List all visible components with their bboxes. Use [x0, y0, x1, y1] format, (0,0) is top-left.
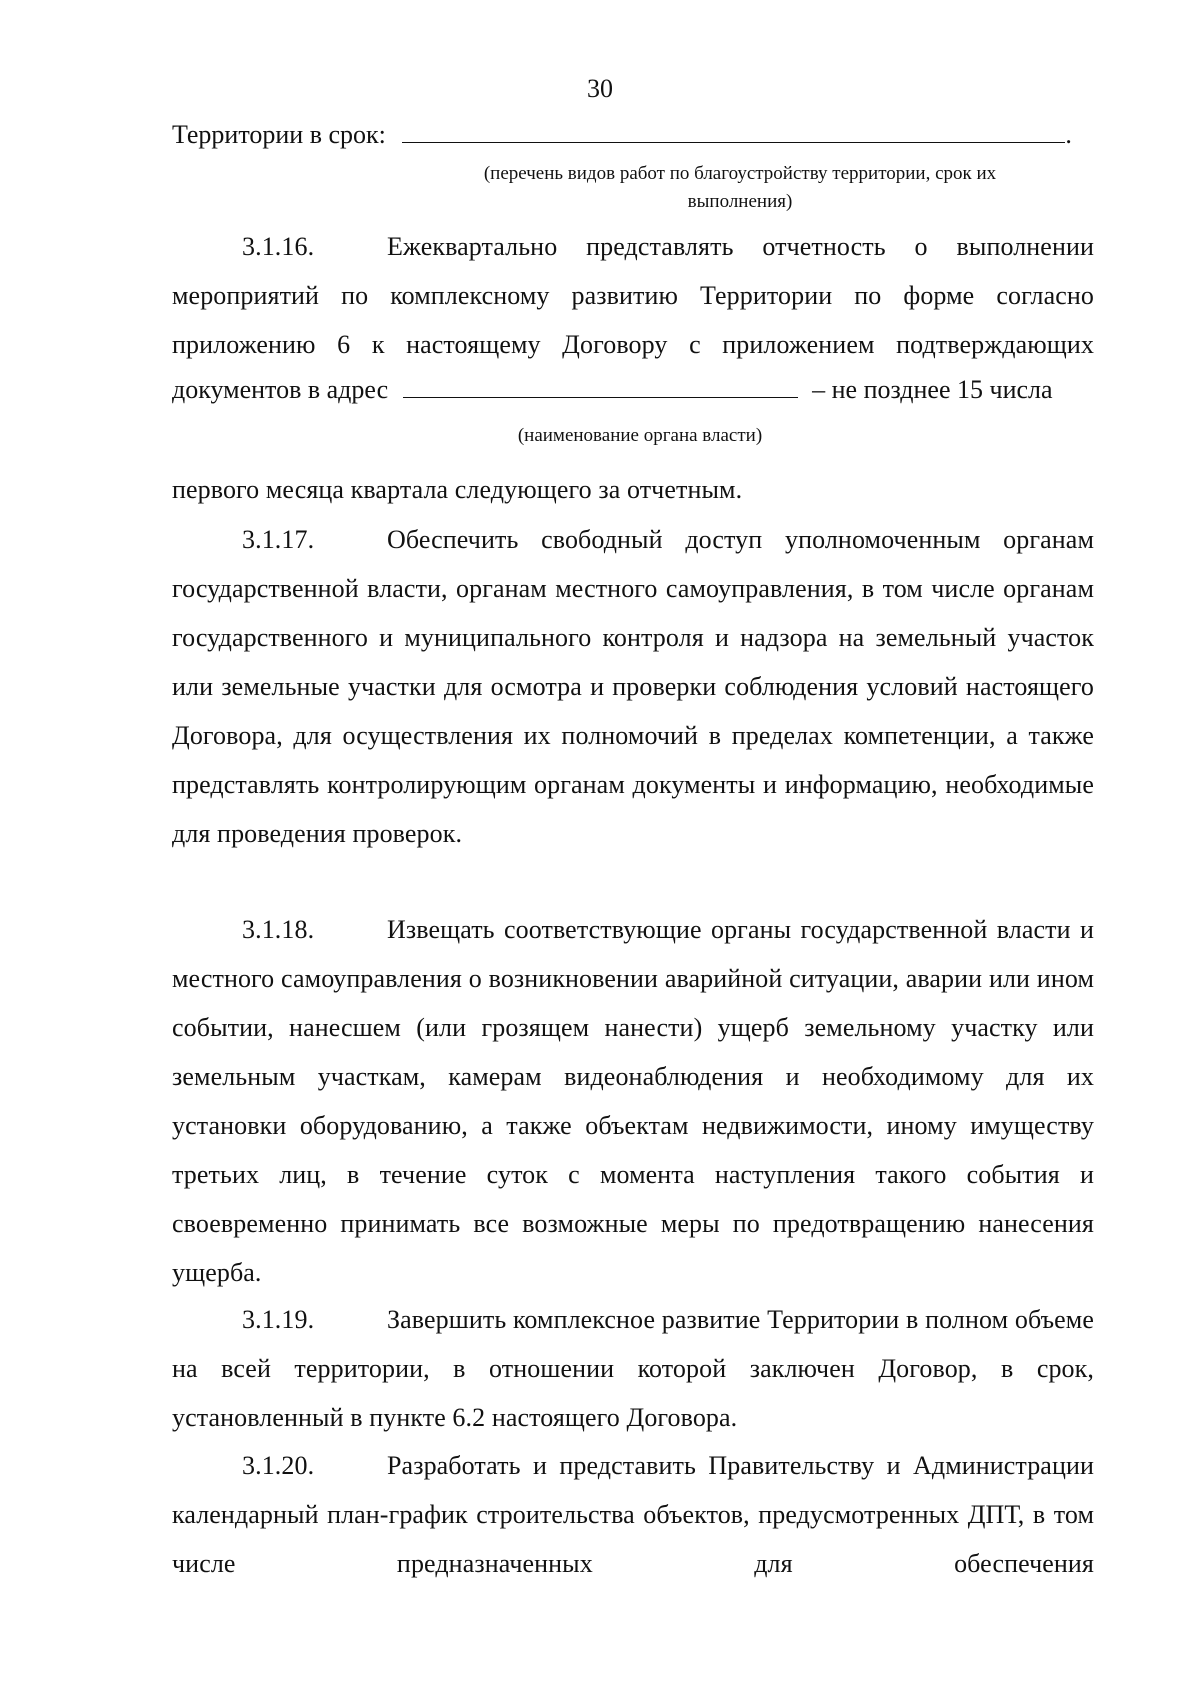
page-number: 30 — [587, 74, 613, 103]
clause-3-1-20 — [172, 1441, 1094, 1588]
header-prefix: Территории в срок: — [172, 120, 386, 149]
clause-number: 3.1.17. — [242, 525, 315, 554]
clause-number: 3.1.18. — [242, 915, 315, 944]
clause-3-1-16-tail: первого месяца квартала следующего за отчетным. — [172, 475, 743, 504]
address-blank-line — [403, 375, 798, 398]
term-blank-line — [402, 120, 1065, 143]
address-prefix: документов в адрес — [172, 375, 389, 404]
clause-3-1-16 — [172, 222, 1094, 369]
clause-3-1-18 — [172, 905, 1094, 1297]
clause-number: 3.1.16. — [242, 232, 315, 261]
clause-text: Извещать соответствующие органы государственной власти и местного самоуправления о возникновении аварийной ситуации, аварии или ином событии, нанесшем (или грозящем нанести) ущерб земельному участку или земельным участкам, камерам видеонаблюдения и необходимому для их установки оборудованию, а также объектам недвижимости, иному имуществу третьих лиц, в течение суток с момента наступления такого события и своевременно принимать все возможные меры по предотвращению нанесения ущерба. — [172, 915, 1094, 1287]
clause-text: Обеспечить свободный доступ уполномоченным органам государственной власти, органам местного самоуправления, в том числе органам государственного и муниципального контроля и надзора на земельный участок или земельные участки для осмотра и проверки соблюдения условий настоящего Договора, для осуществления их полномочий в пределах компетенции, а также представлять контролирующим органам документы и информацию, необходимые для проведения проверок. — [172, 525, 1094, 848]
address-suffix: – не позднее 15 числа — [812, 375, 1053, 404]
clause-number: 3.1.19. — [242, 1305, 315, 1334]
address-line — [172, 370, 1094, 410]
caption-works-line1: (перечень видов работ по благоустройству территории, срок их — [483, 163, 997, 184]
clause-text: Разработать и представить Правительству и Администрации календарный план-график строительства объектов, предусмотренных ДПТ, в том числе предназначенных для обеспечения — [172, 1451, 1094, 1578]
header-line — [172, 115, 1094, 155]
clause-text: Завершить комплексное развитие Территории в полном объеме на всей территории, в отношении которой заключен Договор, в срок, установленный в пункте 6.2 настоящего Договора. — [172, 1305, 1094, 1432]
clause-number: 3.1.20. — [242, 1451, 315, 1480]
clause-3-1-19 — [172, 1295, 1094, 1442]
caption-works-list — [420, 160, 1060, 216]
caption-works-line2: выполнения) — [687, 191, 793, 212]
header-suffix: . — [1065, 120, 1072, 149]
caption-authority: (наименование органа власти) — [517, 425, 763, 446]
clause-3-1-17 — [172, 515, 1094, 858]
clause-text: Ежеквартально представлять отчетность о выполнении мероприятий по комплексному развитию Территории по форме согласно приложению 6 к настоящему Договору с приложением подтверждающих — [172, 232, 1094, 359]
